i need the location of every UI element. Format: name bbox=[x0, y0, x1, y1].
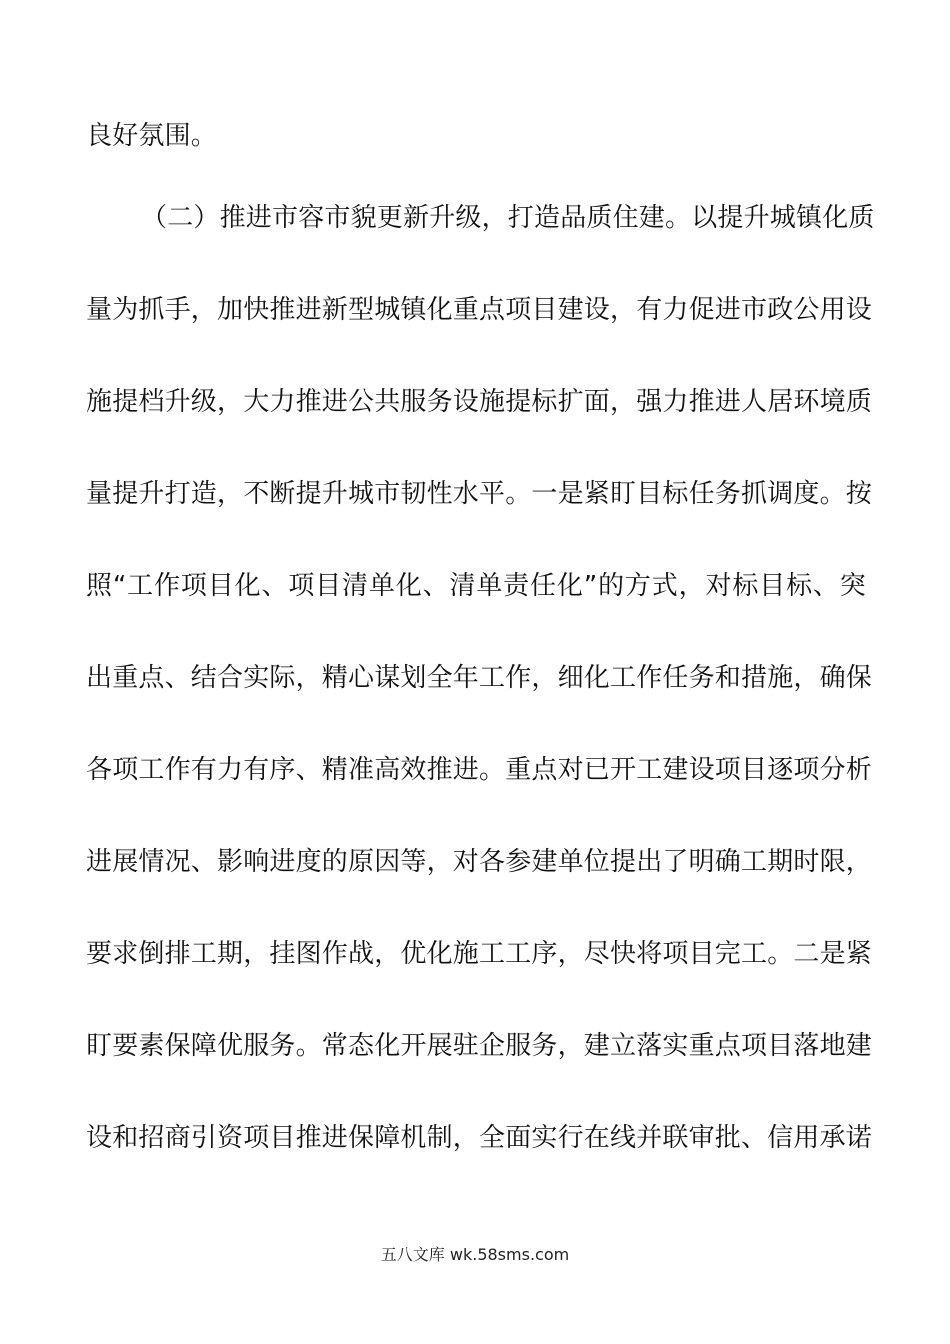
text-line-12: 设和招商引资项目推进保障机制，全面实行在线并联审批、信用承诺 bbox=[86, 1123, 873, 1153]
text-line-11: 盯要素保障优服务。常态化开展驻企服务，建立落实重点项目落地建 bbox=[86, 1031, 873, 1061]
text-line-1: 良好氛围。 bbox=[86, 121, 218, 151]
text-line-8: 各项工作有力有序、精准高效推进。重点对已开工建设项目逐项分析 bbox=[86, 755, 873, 785]
text-line-3: 量为抓手，加快推进新型城镇化重点项目建设，有力促进市政公用设 bbox=[86, 295, 873, 325]
text-line-10: 要求倒排工期，挂图作战，优化施工工序，尽快将项目完工。二是紧 bbox=[86, 939, 873, 969]
text-line-9: 进展情况、影响进度的原因等，对各参建单位提出了明确工期时限， bbox=[86, 847, 873, 877]
text-line-7: 出重点、结合实际，精心谋划全年工作，细化工作任务和措施，确保 bbox=[86, 663, 873, 693]
text-line-2: （二）推进市容市貌更新升级，打造品质住建。以提升城镇化质 bbox=[141, 203, 875, 233]
text-line-4: 施提档升级，大力推进公共服务设施提标扩面，强力推进人居环境质 bbox=[86, 387, 873, 417]
text-line-5: 量提升打造，不断提升城市韧性水平。一是紧盯目标任务抓调度。按 bbox=[86, 479, 873, 509]
footer-watermark: 五八文库 wk.58sms.com bbox=[380, 1245, 570, 1264]
text-line-6: 照“工作项目化、项目清单化、清单责任化”的方式，对标目标、突 bbox=[86, 571, 866, 601]
